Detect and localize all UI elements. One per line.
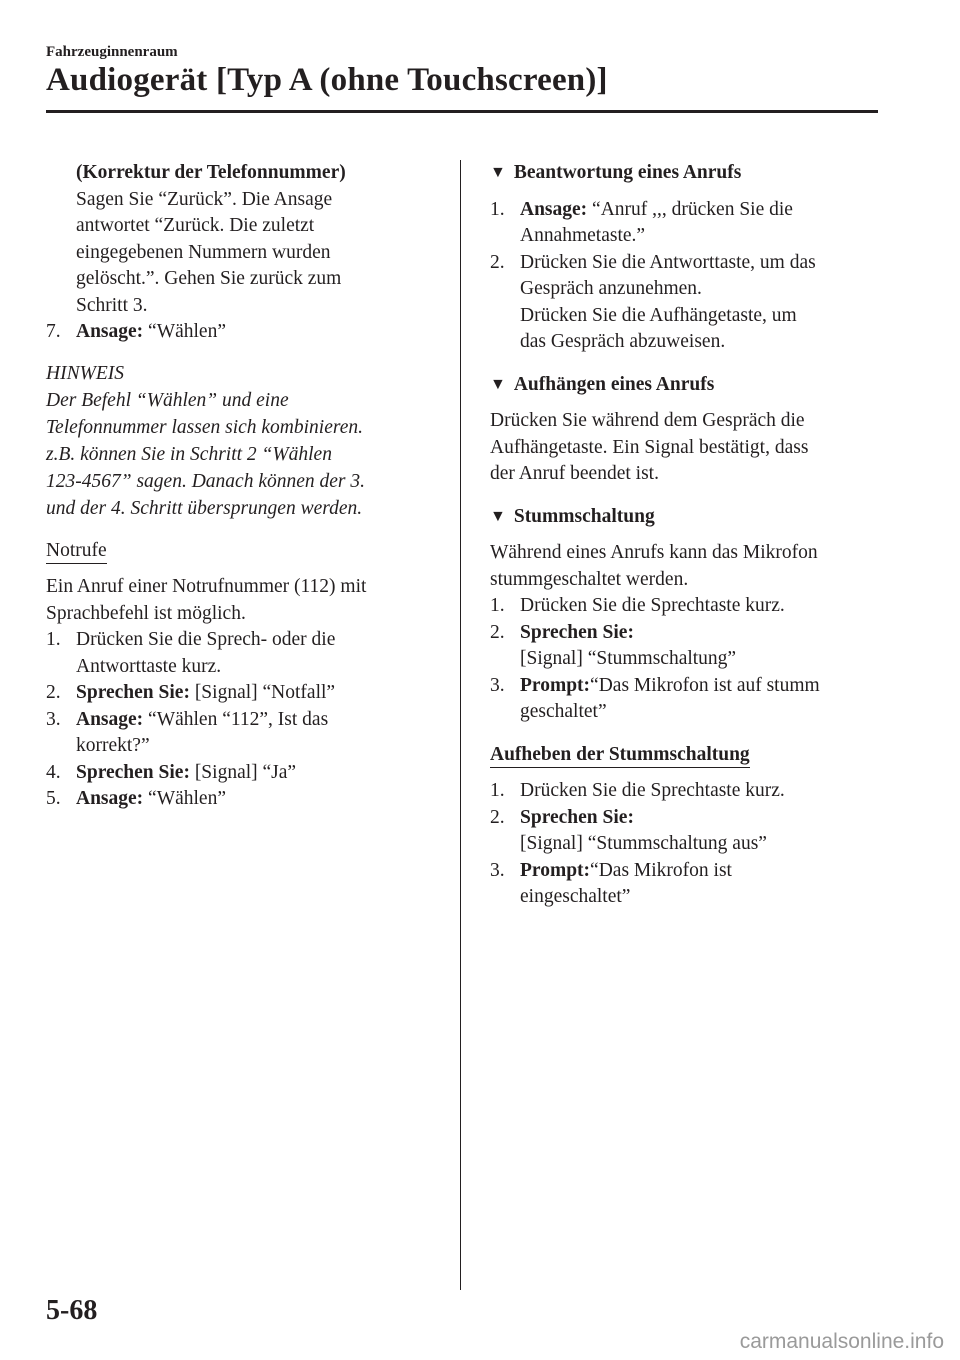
triangle-down-icon: ▼ [490, 164, 506, 181]
step-item [490, 858, 890, 911]
step-text: korrekt?” [76, 735, 150, 756]
step-text: “Das Mikrofon ist [590, 859, 732, 881]
paragraph-line: Sagen Sie “Zurück”. Die Ansage [76, 188, 333, 210]
step-label: Ansage: [76, 788, 144, 809]
paragraph-line: Aufhängetaste. Ein Signal bestätigt, dass [490, 436, 809, 458]
note-line: Telefonnummer lassen sich kombinieren. [46, 416, 364, 438]
step-text: [Signal] “Stummschaltung aus” [520, 833, 767, 854]
note-line: Der Befehl “Wählen” und eine [46, 389, 289, 411]
step-text: “Das Mikrofon ist auf stumm [590, 674, 820, 696]
heading-text: Stummschaltung [513, 505, 655, 527]
paragraph-line: Während eines Anrufs kann das Mikrofon [490, 542, 818, 563]
step-text: Drücken Sie die Sprechtaste kurz. [520, 595, 785, 616]
step-item [490, 778, 890, 805]
left-column [46, 160, 446, 813]
note-line: und der 4. Schritt übersprungen werden. [46, 497, 363, 519]
paragraph-line: stummgeschaltet werden. [490, 568, 689, 590]
step-number: 2. [46, 682, 61, 703]
step-text: eingeschaltet” [520, 886, 631, 907]
correction-heading: (Korrektur der Telefonnummer) [76, 162, 346, 183]
column-divider [460, 160, 461, 1290]
step-text: Gespräch anzunehmen. [520, 278, 702, 299]
step-item [46, 627, 446, 680]
step-number: 1. [46, 629, 61, 650]
title-rule [46, 110, 878, 113]
paragraph-line: der Anruf beendet ist. [490, 463, 659, 484]
step-text: Drücken Sie die Aufhängetaste, um [520, 304, 797, 326]
step-item [490, 250, 890, 356]
step-number: 1. [490, 198, 505, 220]
step-text: das Gespräch abzuweisen. [520, 331, 726, 352]
step-item [46, 786, 446, 813]
step-text: Drücken Sie die Sprech- oder die [76, 629, 336, 650]
step-text: “Anruf ,,, drücken Sie die [587, 198, 793, 220]
note-title: HINWEIS [46, 362, 124, 384]
paragraph-line: gelöscht.”. Gehen Sie zurück zum [76, 268, 342, 289]
step-number: 2. [490, 621, 505, 643]
step-label: Ansage: [76, 708, 144, 730]
step-label: Sprechen Sie: [520, 806, 634, 828]
beantwortung-heading [490, 160, 890, 187]
step-item [490, 805, 890, 858]
step-text: “Wählen” [143, 788, 226, 809]
step-text: “Wählen” [143, 321, 226, 342]
step-label: Sprechen Sie: [76, 682, 190, 703]
step-text: Drücken Sie die Sprechtaste kurz. [520, 780, 785, 801]
note-line: 123-4567” sagen. Danach können der 3. [46, 470, 365, 492]
step-number: 2. [490, 806, 505, 828]
step-item [46, 760, 446, 787]
step-text: “Wählen “112”, Ist das [143, 708, 329, 730]
step-number: 3. [46, 708, 61, 730]
step-number: 5. [46, 788, 61, 809]
paragraph-line: eingegebenen Nummern wurden [76, 241, 331, 263]
notrufe-heading: Notrufe [46, 539, 107, 564]
step-number: 4. [46, 761, 61, 783]
step-text: [Signal] “Ja” [189, 761, 297, 783]
step-item [46, 680, 446, 707]
triangle-down-icon: ▼ [490, 375, 506, 393]
page-number: 5-68 [46, 1295, 98, 1326]
stummschaltung-heading [490, 504, 890, 531]
step-item [490, 197, 890, 250]
step-item [490, 593, 890, 620]
paragraph-line: Ein Anruf einer Notrufnummer (112) mit [46, 576, 367, 597]
note-box [46, 360, 446, 522]
step-item [46, 707, 446, 760]
step-number: 1. [490, 780, 505, 801]
aufheben-heading: Aufheben der Stummschaltung [490, 743, 750, 768]
step-text: Annahmetaste.” [520, 225, 646, 246]
step-label: Sprechen Sie: [76, 761, 190, 783]
watermark: carmanualsonline.info [739, 1330, 944, 1353]
heading-text: Aufhängen eines Anrufs [513, 373, 715, 395]
step-number: 3. [490, 674, 505, 696]
step-item [46, 319, 446, 346]
step-label: Ansage: [76, 321, 144, 342]
section-label: Fahrzeuginnenraum [46, 44, 178, 60]
step-label: Sprechen Sie: [520, 621, 634, 643]
page-title: Audiogerät [Typ A (ohne Touchscreen)] [46, 62, 608, 98]
step-label: Prompt: [520, 859, 591, 881]
step-number: 7. [46, 321, 61, 342]
step-item [490, 673, 890, 726]
note-line: z.B. können Sie in Schritt 2 “Wählen [46, 443, 332, 465]
paragraph-line: Schritt 3. [76, 294, 148, 316]
paragraph-line: Drücken Sie während dem Gespräch die [490, 410, 805, 431]
paragraph-line: Sprachbefehl ist möglich. [46, 602, 246, 624]
paragraph-line: antwortet “Zurück. Die zuletzt [76, 215, 315, 236]
aufhaengen-heading [490, 372, 890, 399]
step-number: 1. [490, 595, 505, 616]
step-label: Ansage: [520, 198, 588, 220]
step-number: 2. [490, 251, 505, 273]
step-text: Drücken Sie die Antworttaste, um das [520, 251, 816, 273]
heading-text: Beantwortung eines Anrufs [513, 162, 742, 183]
right-column [490, 160, 890, 911]
step-label: Prompt: [520, 674, 591, 696]
step-text: [Signal] “Stummschaltung” [520, 648, 737, 669]
step-number: 3. [490, 859, 505, 881]
step-text: Antworttaste kurz. [76, 655, 222, 677]
step-item [490, 620, 890, 673]
step-text: [Signal] “Notfall” [189, 682, 336, 703]
step-text: geschaltet” [520, 701, 607, 722]
triangle-down-icon: ▼ [490, 507, 506, 525]
